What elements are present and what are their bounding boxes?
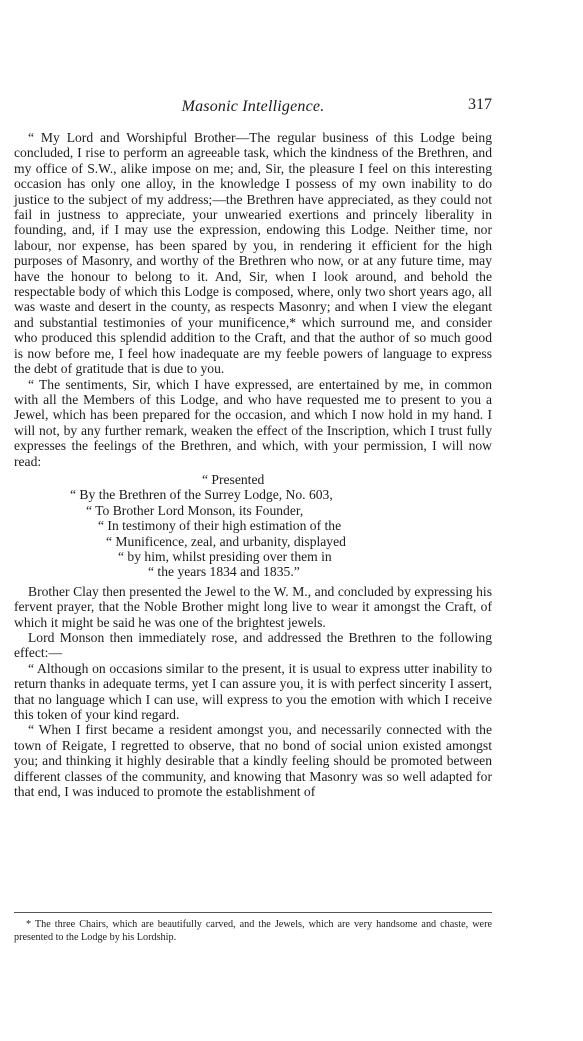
footnote-divider <box>14 912 492 913</box>
jewel-inscription <box>14 472 492 580</box>
paragraph-address: “ My Lord and Worshipful Brother—The regular business of this Lodge being concluded, I rise to perform an agreeable task, which the kindness of the Brethren, and my office of S.W., alike impose on me; and, Sir, the pleasure I feel on this interesting occasion has only one alloy, in the knowledge I possess of my own inability to do justice to the subject of my address;—the Brethren have appreciated, as they could not fail in justness to appreciate, your unwearied exertions and princely liberality in founding, and, if I may use the expression, endowing this Lodge. Neither time, nor labour, nor expense, has been spared by you, in rendering it efficient for the high purposes of Masonry, and worthy of the Brethren who now, or at any future time, may have the honour to belong to it. And, Sir, when I look around, and behold the respectable body of which this Lodge is composed, where, only two short years ago, all was waste and desert in the county, as respects Masonry; and when I view the elegant and substantial testimonies of your munificence,* which surround me, and consider who produced this splendid addition to the Craft, and that the author of so much good is now before me, I feel how inadequate are my feeble powers of language to express the debt of gratitude that is due to you. <box>14 130 492 377</box>
inscription-line: “ By the Brethren of the Surrey Lodge, No. 603, <box>70 487 333 503</box>
paragraph-reply-reigate: “ When I first became a resident amongst you, and necessarily connected with the town of Reigate, I regretted to observe, that no bond of social union existed amongst you; and thinking it highly desirable that a kindly feeling should be promoted between different classes of the community, and knowing that Masonry was so well adapted for that end, I was induced to promote the establishment of <box>14 722 492 800</box>
inscription-line: “ To Brother Lord Monson, its Founder, <box>86 502 304 518</box>
running-head <box>14 98 492 120</box>
inscription-line: “ the years 1834 and 1835.” <box>148 564 300 580</box>
inscription-line: “ by him, whilst presiding over them in <box>118 548 332 564</box>
inscription-line: “ In testimony of their high estimation of the <box>98 518 342 534</box>
paragraph-reply-intro: Lord Monson then immediately rose, and addressed the Brethren to the following effect:— <box>14 630 492 661</box>
inscription-line: “ Munificence, zeal, and urbanity, displayed <box>106 533 346 549</box>
paragraph-presentation: Brother Clay then presented the Jewel to the W. M., and concluded by expressing his fervent prayer, that the Noble Brother might long live to wear it amongst the Craft, of which it might be said he was one of the brightest jewels. <box>14 583 492 630</box>
page-number: 317 <box>468 96 492 113</box>
footnote: * The three Chairs, which are beautifully carved, and the Jewels, which are very handsome and chaste, were presented to the Lodge by his Lordship. <box>14 919 492 943</box>
paragraph-sentiments: “ The sentiments, Sir, which I have expressed, are entertained by me, in common with all the Members of this Lodge, and who have requested me to present to you a Jewel, which has been prepared for the occasion, and which I now hold in my hand. I will not, by any further remark, weaken the effect of the Inscription, which I trust fully expresses the feelings of the Brethren, and which, with your permission, I will now read: <box>14 376 492 469</box>
inscription-line: “ Presented <box>202 471 265 487</box>
running-title: Masonic Intelligence. <box>181 98 325 115</box>
body-text <box>14 130 492 799</box>
paragraph-reply-thanks: “ Although on occasions similar to the present, it is usual to express utter inability to return thanks in adequate terms, yet I can assure you, it is with perfect sincerity I assert, that no language which I can use, will express to you the emotion with which I receive this token of your kind regard. <box>14 660 492 723</box>
